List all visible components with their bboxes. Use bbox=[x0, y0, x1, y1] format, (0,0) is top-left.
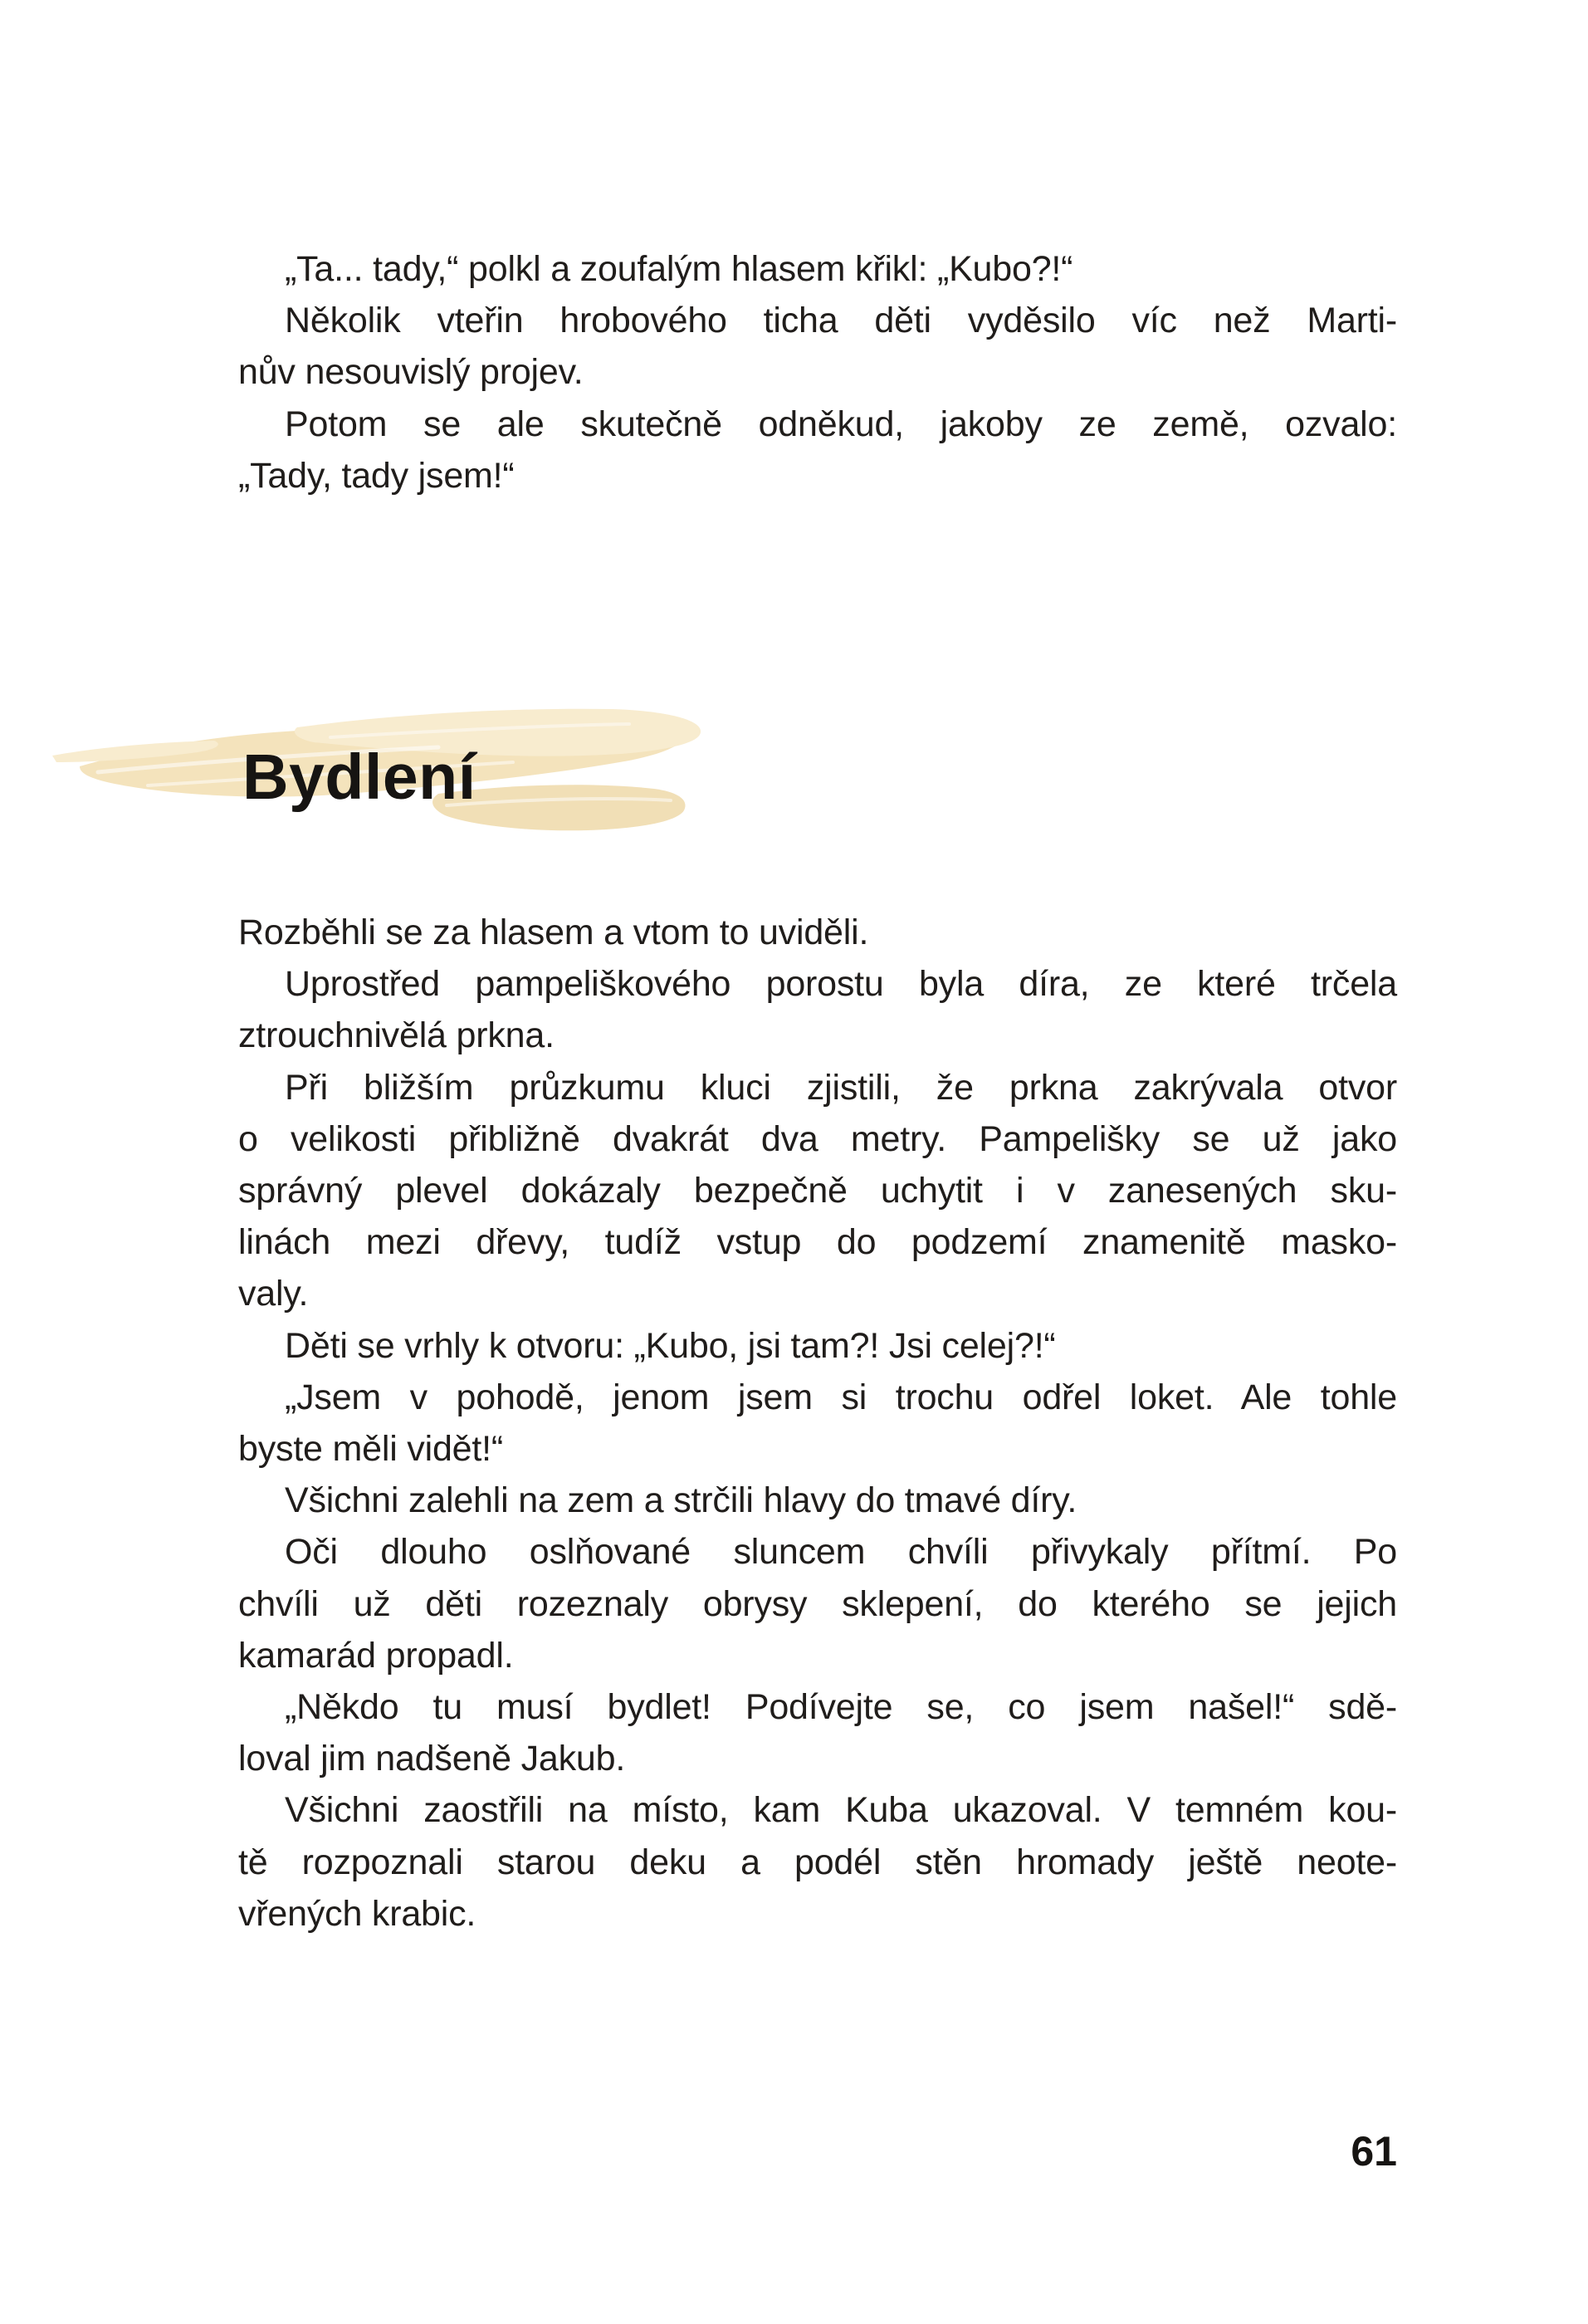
text-line: Rozběhli se za hlasem a vtom to uviděli. bbox=[238, 912, 869, 952]
text-line: nův nesouvislý projev. bbox=[238, 352, 584, 393]
intro-paragraphs bbox=[238, 243, 1397, 501]
text-line: byste měli vidět!“ bbox=[238, 1429, 504, 1470]
text-line: „Ta... tady,“ polkl a zoufalým hlasem křikl: „Kubo?!“ bbox=[285, 249, 1073, 289]
text-line: o velikosti přibližně dvakrát dva metry. Pampelišky se už jako bbox=[238, 1118, 1397, 1159]
text-line: „Tady, tady jsem!“ bbox=[238, 455, 515, 496]
text-line: chvíli už děti rozeznaly obrysy sklepení, do kterého se jejich bbox=[238, 1583, 1397, 1624]
page-number: 61 bbox=[1351, 2128, 1397, 2175]
text-line: Všichni zalehli na zem a strčili hlavy do tmavé díry. bbox=[285, 1480, 1077, 1521]
chapter-heading: Bydlení bbox=[242, 741, 476, 813]
text-line: vřených krabic. bbox=[238, 1893, 476, 1934]
text-line: Všichni zaostřili na místo, kam Kuba ukazoval. V temném kou- bbox=[285, 1790, 1397, 1831]
text-line: valy. bbox=[238, 1274, 309, 1314]
text-line: „Někdo tu musí bydlet! Podívejte se, co jsem našel!“ sdě- bbox=[285, 1687, 1397, 1728]
text-line: „Jsem v pohodě, jenom jsem si trochu odřel loket. Ale tohle bbox=[285, 1377, 1397, 1417]
text-line: tě rozpoznali starou deku a podél stěn hromady ještě neote- bbox=[238, 1842, 1397, 1882]
body-paragraphs bbox=[238, 907, 1397, 1940]
text-line: linách mezi dřevy, tudíž vstup do podzemí znamenitě masko- bbox=[238, 1222, 1397, 1263]
text-line: loval jim nadšeně Jakub. bbox=[238, 1739, 626, 1779]
text-line: Děti se vrhly k otvoru: „Kubo, jsi tam?! Jsi celej?!“ bbox=[285, 1325, 1056, 1366]
text-line: Několik vteřin hrobového ticha děti vyděsilo víc než Marti- bbox=[285, 301, 1397, 341]
text-line: Potom se ale skutečně odněkud, jakoby ze země, ozvalo: bbox=[285, 404, 1397, 444]
text-line: Při bližším průzkumu kluci zjistili, že prkna zakrývala otvor bbox=[285, 1067, 1397, 1108]
text-line: Uprostřed pampeliškového porostu byla díra, ze které trčela bbox=[285, 964, 1397, 1005]
text-line: ztrouchnivělá prkna. bbox=[238, 1015, 555, 1056]
text-line: správný plevel dokázaly bezpečně uchytit i v zanesených sku- bbox=[238, 1171, 1397, 1211]
text-line: kamarád propadl. bbox=[238, 1635, 514, 1676]
text-line: Oči dlouho oslňované sluncem chvíli přivykaly přítmí. Po bbox=[285, 1532, 1397, 1573]
